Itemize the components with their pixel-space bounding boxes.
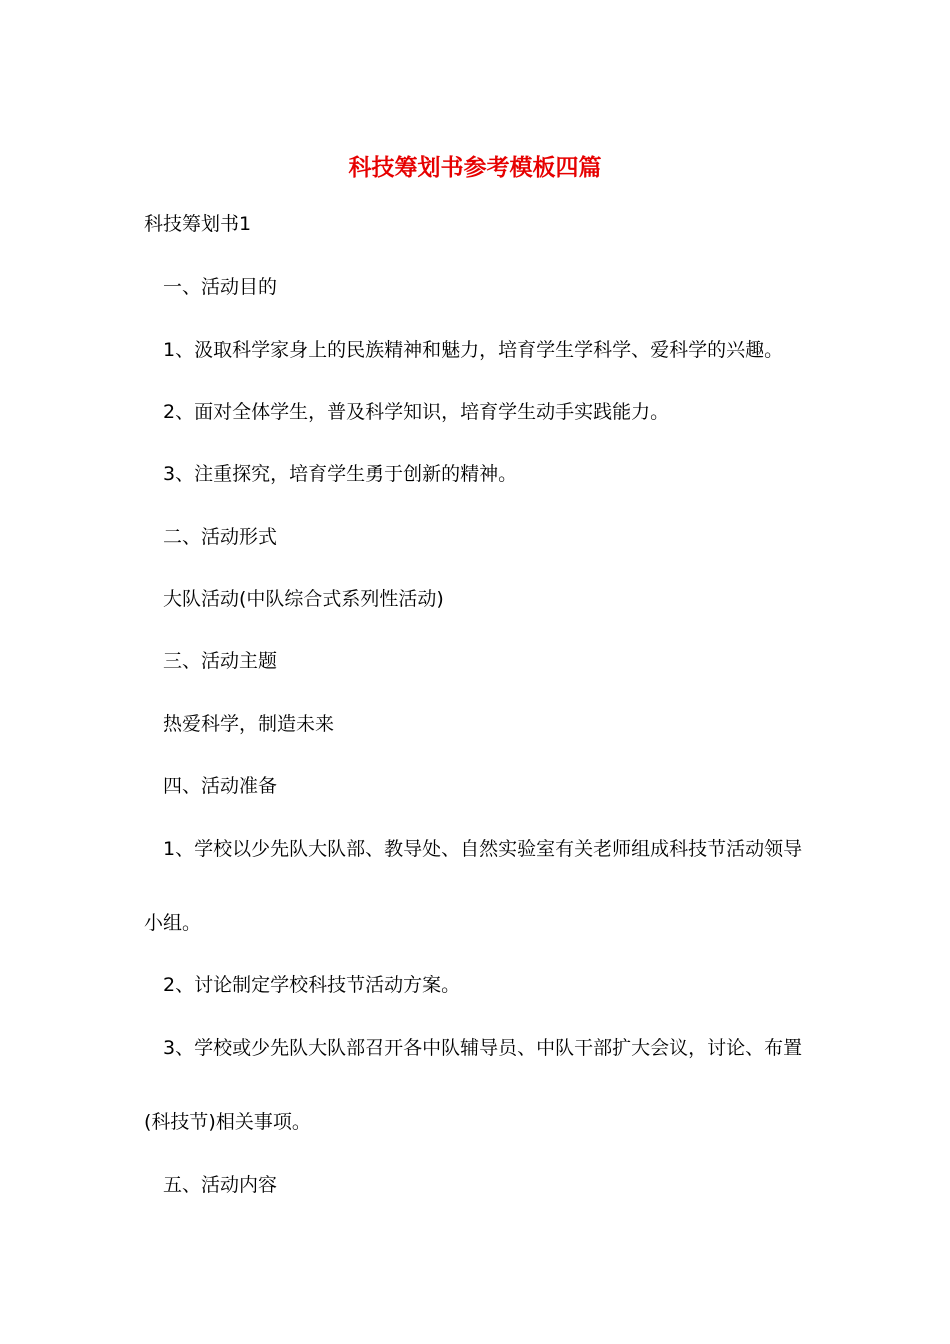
section-heading-plan-1: 科技筹划书1 — [144, 213, 252, 235]
paragraph-theme: 热爱科学，制造未来 — [163, 713, 335, 735]
paragraph-form: 大队活动(中队综合式系列性活动) — [163, 588, 444, 610]
heading-activity-purpose: 一、活动目的 — [163, 276, 278, 298]
heading-activity-preparation: 四、活动准备 — [163, 775, 278, 797]
document-title: 科技筹划书参考模板四篇 — [348, 154, 602, 181]
paragraph-preparation-2: 2、讨论制定学校科技节活动方案。 — [163, 974, 461, 996]
paragraph-preparation-3-continued: (科技节)相关事项。 — [144, 1111, 311, 1133]
paragraph-preparation-1-continued: 小组。 — [144, 912, 202, 934]
paragraph-purpose-2: 2、面对全体学生，普及科学知识，培育学生动手实践能力。 — [163, 401, 670, 423]
heading-activity-content: 五、活动内容 — [163, 1174, 278, 1196]
paragraph-purpose-1: 1、汲取科学家身上的民族精神和魅力，培育学生学科学、爱科学的兴趣。 — [163, 339, 784, 361]
paragraph-preparation-3: 3、学校或少先队大队部召开各中队辅导员、中队干部扩大会议，讨论、布置 — [163, 1037, 803, 1059]
paragraph-preparation-1: 1、学校以少先队大队部、教导处、自然实验室有关老师组成科技节活动领导 — [163, 838, 803, 860]
heading-activity-theme: 三、活动主题 — [163, 650, 278, 672]
heading-activity-form: 二、活动形式 — [163, 526, 278, 548]
paragraph-purpose-3: 3、注重探究，培育学生勇于创新的精神。 — [163, 463, 518, 485]
